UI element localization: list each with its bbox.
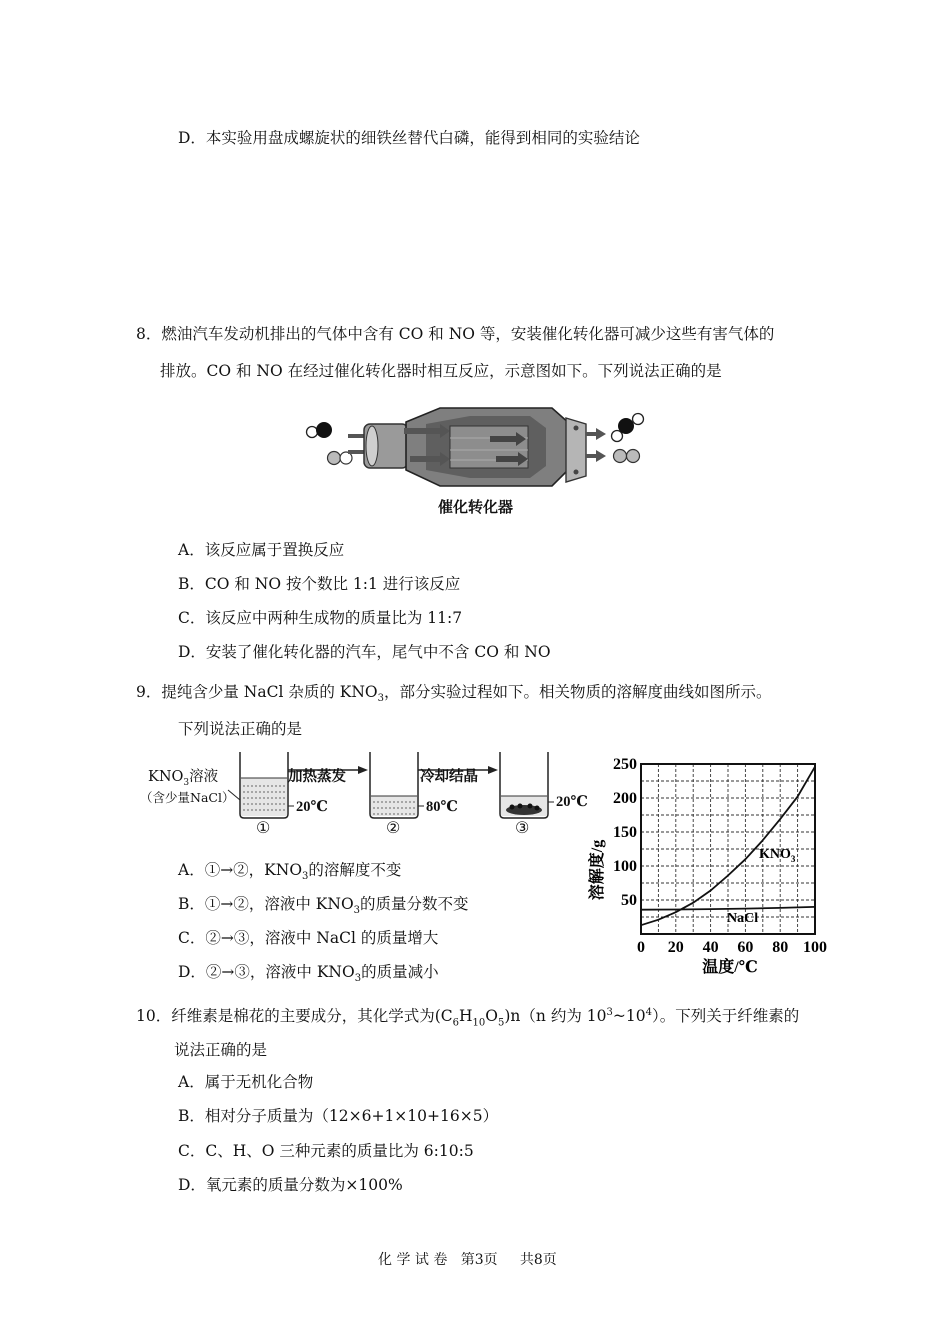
q9-stem-line2: 下列说法正确的是 bbox=[178, 720, 303, 738]
x-tick-label: 40 bbox=[702, 939, 719, 956]
q10-option-b: B．相对分子质量为（12×6+1×10+16×5） bbox=[178, 1107, 499, 1125]
x-axis-label: 温度/℃ bbox=[702, 959, 758, 976]
q8-option-b: B．CO 和 NO 按个数比 1:1 进行该反应 bbox=[178, 575, 461, 593]
co-molecule-icon bbox=[307, 422, 333, 438]
y-tick-label: 250 bbox=[613, 756, 637, 773]
q8-stem-line2: 排放。CO 和 NO 在经过催化转化器时相互反应，示意图如下。下列说法正确的是 bbox=[160, 362, 722, 380]
q8-option-d: D．安装了催化转化器的汽车，尾气中不含 CO 和 NO bbox=[178, 643, 551, 661]
page-footer: 化 学 试 卷 第3页 共8页 bbox=[378, 1252, 557, 1268]
beaker-2-icon bbox=[370, 752, 418, 818]
solubility-chart bbox=[585, 750, 845, 980]
beaker-1-mark: ① bbox=[256, 818, 271, 837]
beaker-1-icon bbox=[240, 752, 288, 818]
solution-label: $KNO_3$溶液 bbox=[148, 769, 219, 788]
q10-option-a: A．属于无机化合物 bbox=[178, 1073, 314, 1091]
q8-option-a: A．该反应属于置换反应 bbox=[178, 541, 345, 559]
outlet-arrows bbox=[586, 428, 606, 462]
q10-option-c: C．C、H、O 三种元素的质量比为 6:10:5 bbox=[178, 1142, 474, 1160]
y-tick-label: 150 bbox=[613, 824, 637, 841]
q10-stem-line1: 10．纤维素是棉花的主要成分，其化学式为$(C_6H_{10}O_5)n(n$ 约为 $10^3\sim 10^4$）。下列关于纤维素的 bbox=[136, 1007, 800, 1029]
nacl-series-label: NaCl bbox=[727, 911, 759, 926]
x-tick-label: 60 bbox=[737, 939, 754, 956]
co2-molecule-icon bbox=[612, 414, 644, 442]
q8-stem-line1: 8．燃油汽车发动机排出的气体中含有 CO 和 NO 等，安装催化转化器可减少这些有害气体的 bbox=[136, 325, 775, 343]
beaker-3-mark: ③ bbox=[515, 818, 530, 837]
temp-beaker-3: 20℃ bbox=[556, 794, 588, 810]
q7-option-d: D．本实验用盘成螺旋状的细铁丝替代白磷，能得到相同的实验结论 bbox=[178, 129, 640, 147]
x-tick-label: 80 bbox=[772, 939, 789, 956]
y-tick-label: 200 bbox=[613, 790, 637, 807]
q9-option-c: C．②→③，溶液中 NaCl 的质量增大 bbox=[178, 929, 439, 947]
step-heat-evaporate: 加热蒸发 bbox=[288, 768, 346, 785]
x-tick-label: 100 bbox=[803, 939, 827, 956]
y-tick-label: 100 bbox=[613, 858, 637, 875]
kno3-series-label: $KNO_3$ bbox=[759, 847, 796, 864]
q10-stem-line2: 说法正确的是 bbox=[174, 1041, 268, 1059]
q9-stem-line1: 9．提纯含少量 NaCl 杂质的 $KNO_3$，部分实验过程如下。相关物质的溶解度曲线如图所示。 bbox=[136, 683, 772, 705]
beaker-2-mark: ② bbox=[386, 818, 401, 837]
temp-beaker-2: 80℃ bbox=[426, 799, 458, 815]
step-cool-crystallize: 冷却结晶 bbox=[420, 768, 478, 785]
figure-caption: 催化转化器 bbox=[438, 498, 514, 516]
temp-beaker-1: 20℃ bbox=[296, 799, 328, 815]
q9-option-a: A．①→②，$KNO_3$的溶解度不变 bbox=[178, 861, 402, 883]
x-tick-label: 0 bbox=[637, 939, 645, 956]
y-axis-label: 溶解度/g bbox=[589, 839, 606, 901]
n2-molecule-icon bbox=[614, 450, 640, 463]
y-tick-label: 50 bbox=[621, 892, 637, 909]
series-line-nacl bbox=[641, 907, 815, 910]
beaker-3-icon bbox=[500, 752, 548, 818]
q9-option-d: D．②→③，溶液中 $KNO_3$的质量减小 bbox=[178, 963, 439, 985]
q10-option-d: D．氧元素的质量分数为×100% bbox=[178, 1176, 403, 1194]
q8-option-c: C．该反应中两种生成物的质量比为 11:7 bbox=[178, 609, 463, 627]
impurity-note: （含少量NaCl） bbox=[140, 790, 235, 805]
q9-option-b: B．①→②，溶液中 $KNO_3$的质量分数不变 bbox=[178, 895, 469, 917]
x-tick-label: 20 bbox=[667, 939, 684, 956]
converter-body-icon bbox=[364, 408, 586, 486]
